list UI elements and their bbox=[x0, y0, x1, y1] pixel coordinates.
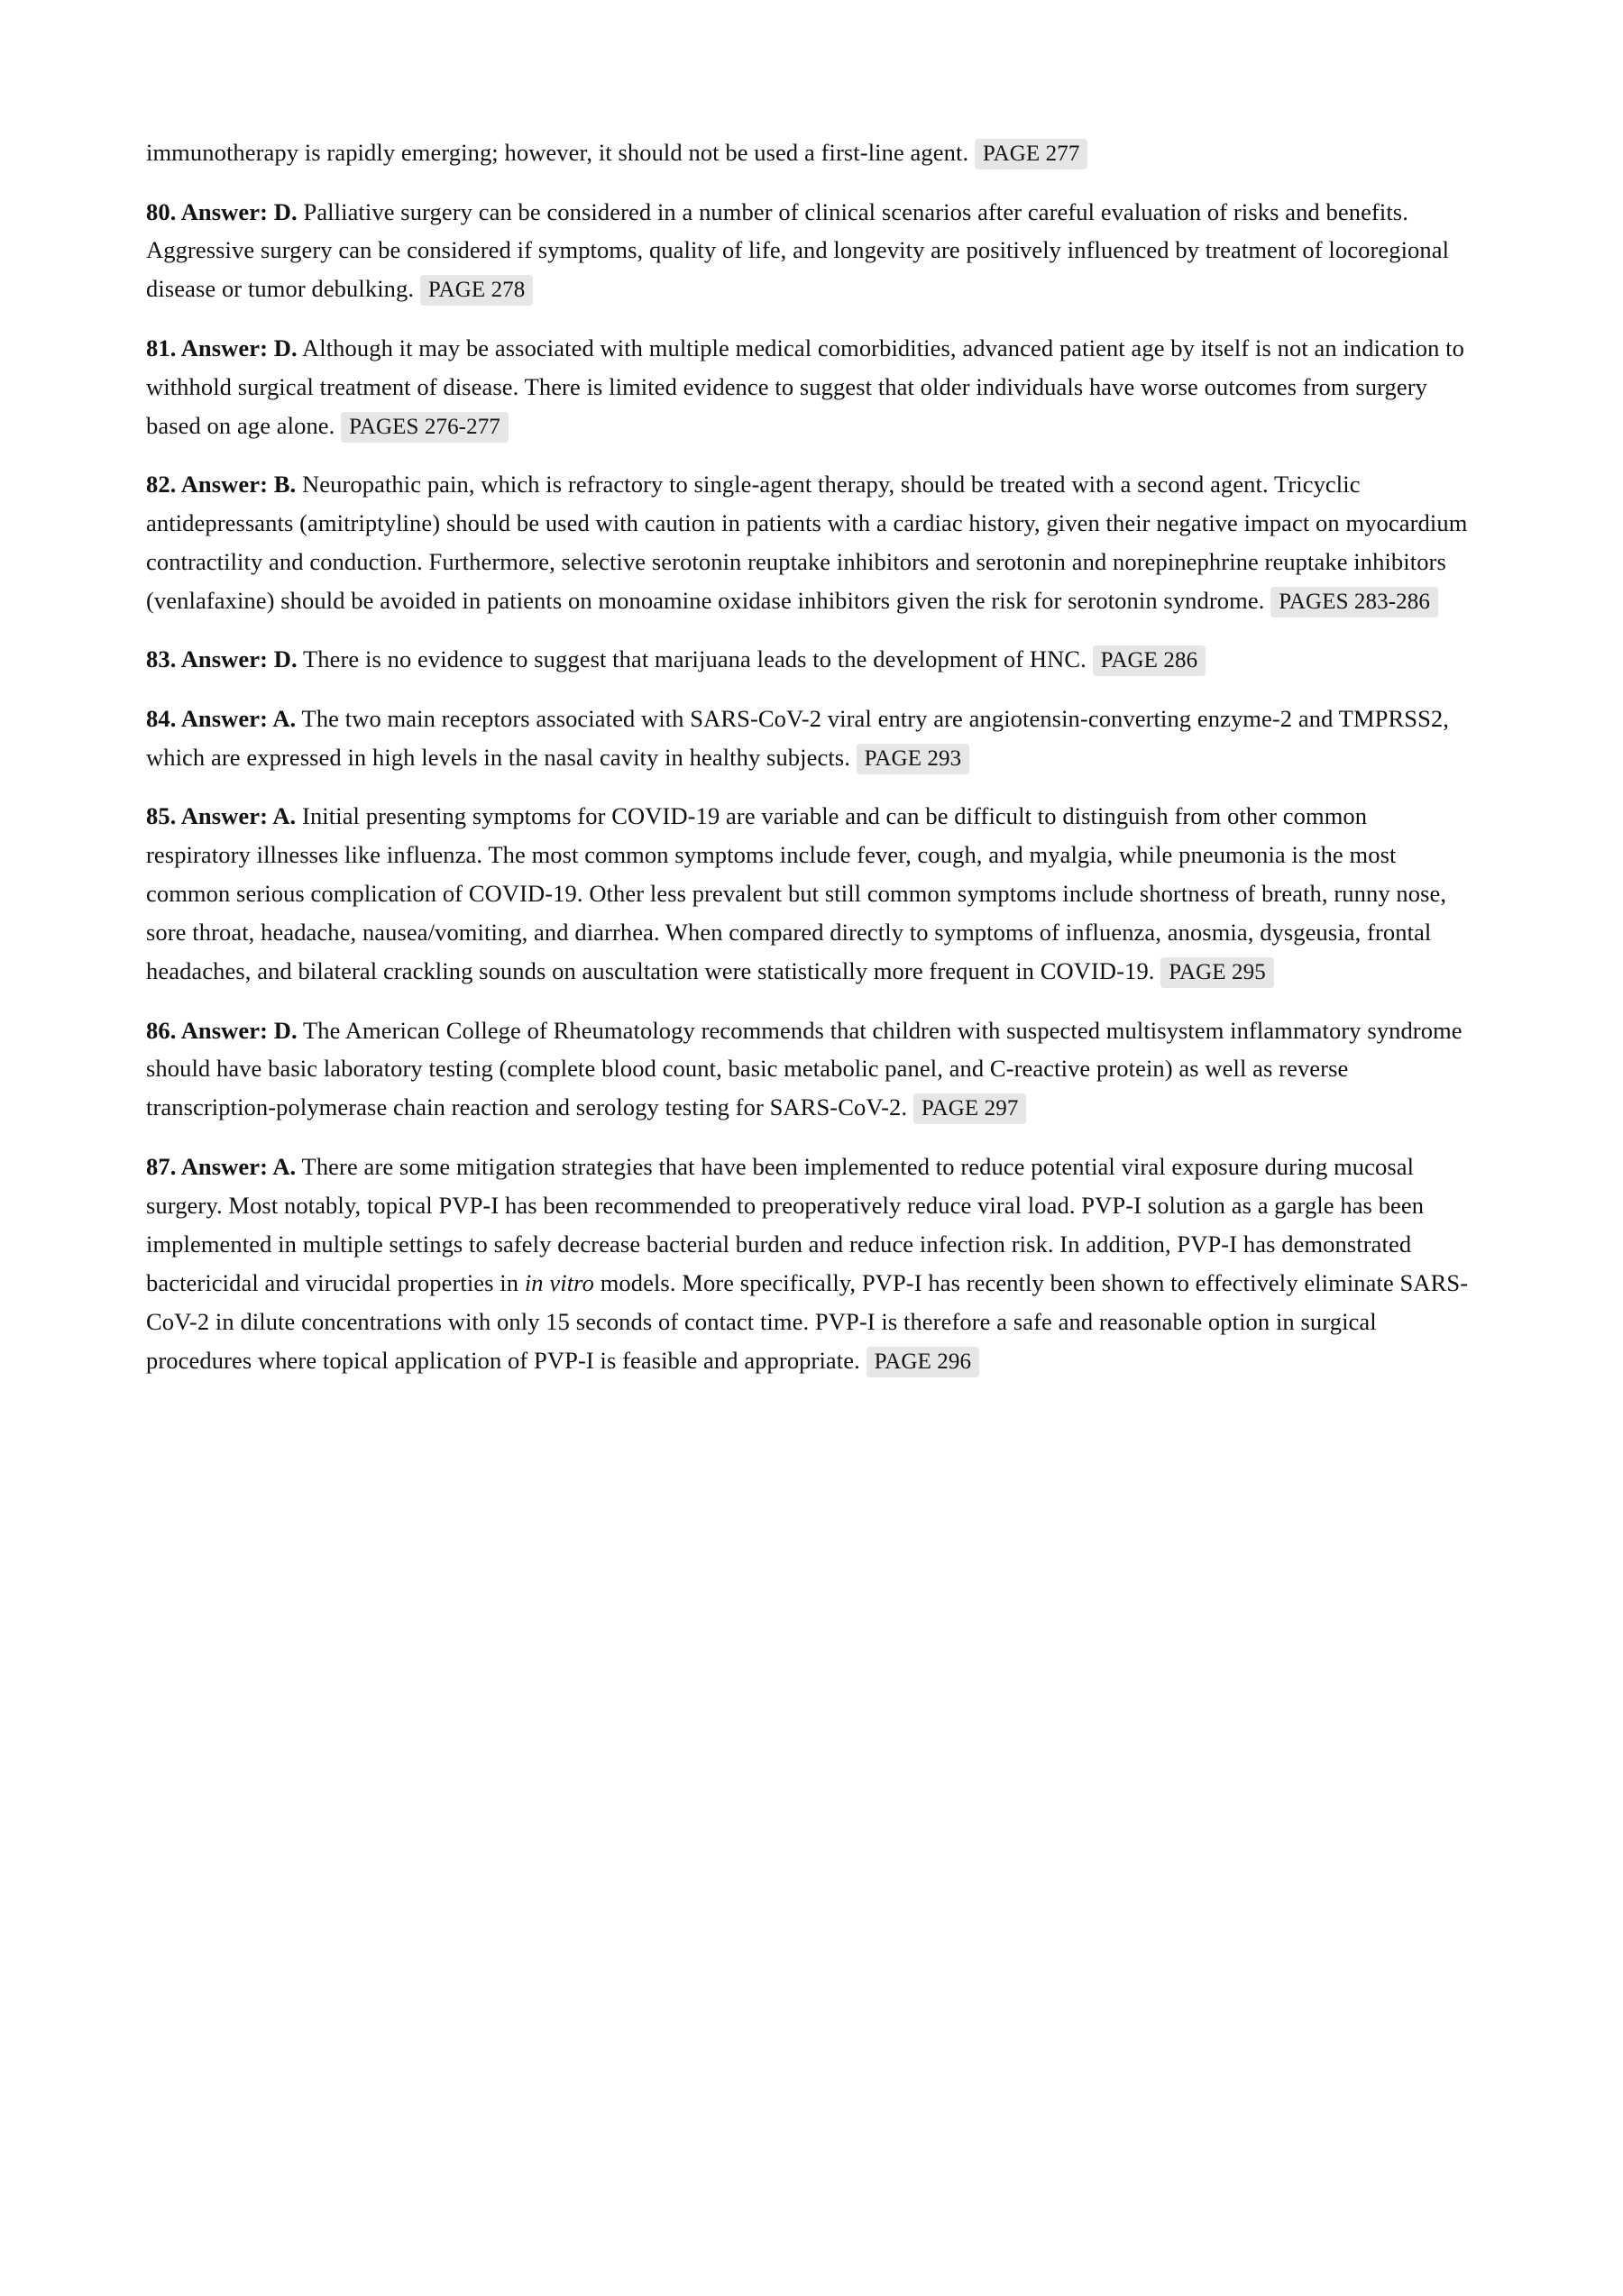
italic-term: in vitro bbox=[524, 1268, 594, 1296]
paragraph-text: Palliative surgery can be considered in a number of clinical scenarios after careful evaluation of risks and benefits. Aggressive surgery can be considered if symptoms, quality of life, and longevity are positively influenced by treatment of locoregional disease or tumor debulking. bbox=[146, 197, 1450, 303]
page-reference: PAGE 295 bbox=[1160, 957, 1274, 988]
page-reference: PAGES 283-286 bbox=[1270, 587, 1438, 617]
paragraph-answer-82 bbox=[146, 465, 1477, 620]
answer-label: 80. Answer: D. bbox=[146, 197, 298, 225]
paragraph-answer-80 bbox=[146, 193, 1477, 309]
page-reference: PAGES 276-277 bbox=[341, 412, 509, 443]
page-reference: PAGE 278 bbox=[420, 275, 534, 306]
page-reference: PAGE 286 bbox=[1093, 645, 1206, 676]
paragraph-answer-87 bbox=[146, 1148, 1477, 1380]
answer-label: 85. Answer: A. bbox=[146, 802, 297, 830]
paragraph-text-after-italic: models. More specifically, PVP-I has recently been shown to effectively eliminate SARS-CoV-2 in dilute concentrations with only 15 seconds of contact time. PVP-I is therefore a safe and reasonable option in surgical procedures where topical application of PVP-I is feasible and appropriate. bbox=[146, 1268, 1469, 1374]
paragraph-text: Initial presenting symptoms for COVID-19 are variable and can be difficult to distinguish from other common respiratory illnesses like influenza. The most common symptoms include fever, cough, and myalgia, while pneumonia is the most common serious complication of COVID-19. Other less prevalent but still common symptoms include shortness of breath, runny nose, sore throat, headache, nausea/vomiting, and diarrhea. When compared directly to symptoms of influenza, anosmia, dysgeusia, frontal headaches, and bilateral crackling sounds on auscultation were statistically more frequent in COVID-19. bbox=[146, 802, 1447, 985]
paragraph-answer-83 bbox=[146, 640, 1477, 680]
paragraph-text: There is no evidence to suggest that marijuana leads to the development of HNC. bbox=[303, 645, 1087, 673]
page-reference: PAGE 277 bbox=[975, 139, 1088, 169]
answer-label: 86. Answer: D. bbox=[146, 1016, 298, 1044]
paragraph-text: The American College of Rheumatology recommends that children with suspected multisystem inflammatory syndrome should have basic laboratory testing (complete blood count, basic metabolic panel, and C-reactive protein) as well as reverse transcription-polymerase chain reaction and serology testing for SARS-CoV-2. bbox=[146, 1016, 1463, 1121]
paragraph-text: immunotherapy is rapidly emerging; however, it should not be used a first-line agent. bbox=[146, 139, 969, 166]
paragraph-text: Neuropathic pain, which is refractory to single-agent therapy, should be treated with a second agent. Tricyclic antidepressants (amitriptyline) should be used with caution in patients with a cardiac history, given their negative impact on myocardium contractility and conduction. Furthermore, selective serotonin reuptake inhibitors and serotonin and norepinephrine reuptake inhibitors (venlafaxine) should be avoided in patients on monoamine oxidase inhibitors given the risk for serotonin syndrome. bbox=[146, 471, 1468, 614]
page-reference: PAGE 296 bbox=[867, 1347, 980, 1377]
paragraph-text: The two main receptors associated with SARS-CoV-2 viral entry are angiotensin-converting enzyme-2 and TMPRSS2, which are expressed in high levels in the nasal cavity in healthy subjects. bbox=[146, 704, 1450, 771]
paragraph-answer-85 bbox=[146, 797, 1477, 991]
paragraph-continuation bbox=[146, 133, 1477, 173]
paragraph-answer-81 bbox=[146, 329, 1477, 445]
answer-label: 81. Answer: D. bbox=[146, 334, 298, 361]
page-reference: PAGE 297 bbox=[913, 1093, 1027, 1124]
answer-label: 83. Answer: D. bbox=[146, 645, 298, 673]
paragraph-answer-86 bbox=[146, 1011, 1477, 1128]
paragraph-text: Although it may be associated with multiple medical comorbidities, advanced patient age by itself is not an indication to withhold surgical treatment of disease. There is limited evidence to suggest that older individuals have worse outcomes from surgery based on age alone. bbox=[146, 334, 1464, 439]
answer-label: 87. Answer: A. bbox=[146, 1152, 297, 1180]
page-reference: PAGE 293 bbox=[857, 744, 970, 774]
answer-label: 84. Answer: A. bbox=[146, 704, 297, 732]
paragraph-text-before-italic: There are some mitigation strategies that have been implemented to reduce potential viral exposure during mucosal surgery. Most notably, topical PVP-I has been recommended to preoperatively reduce viral load. PVP-I solution as a gargle has been implemented in multiple settings to safely decrease bacterial burden and reduce infection risk. In addition, PVP-I has demonstrated bactericidal and virucidal properties in bbox=[146, 1152, 1425, 1296]
answer-label: 82. Answer: B. bbox=[146, 471, 297, 499]
paragraph-answer-84 bbox=[146, 700, 1477, 777]
